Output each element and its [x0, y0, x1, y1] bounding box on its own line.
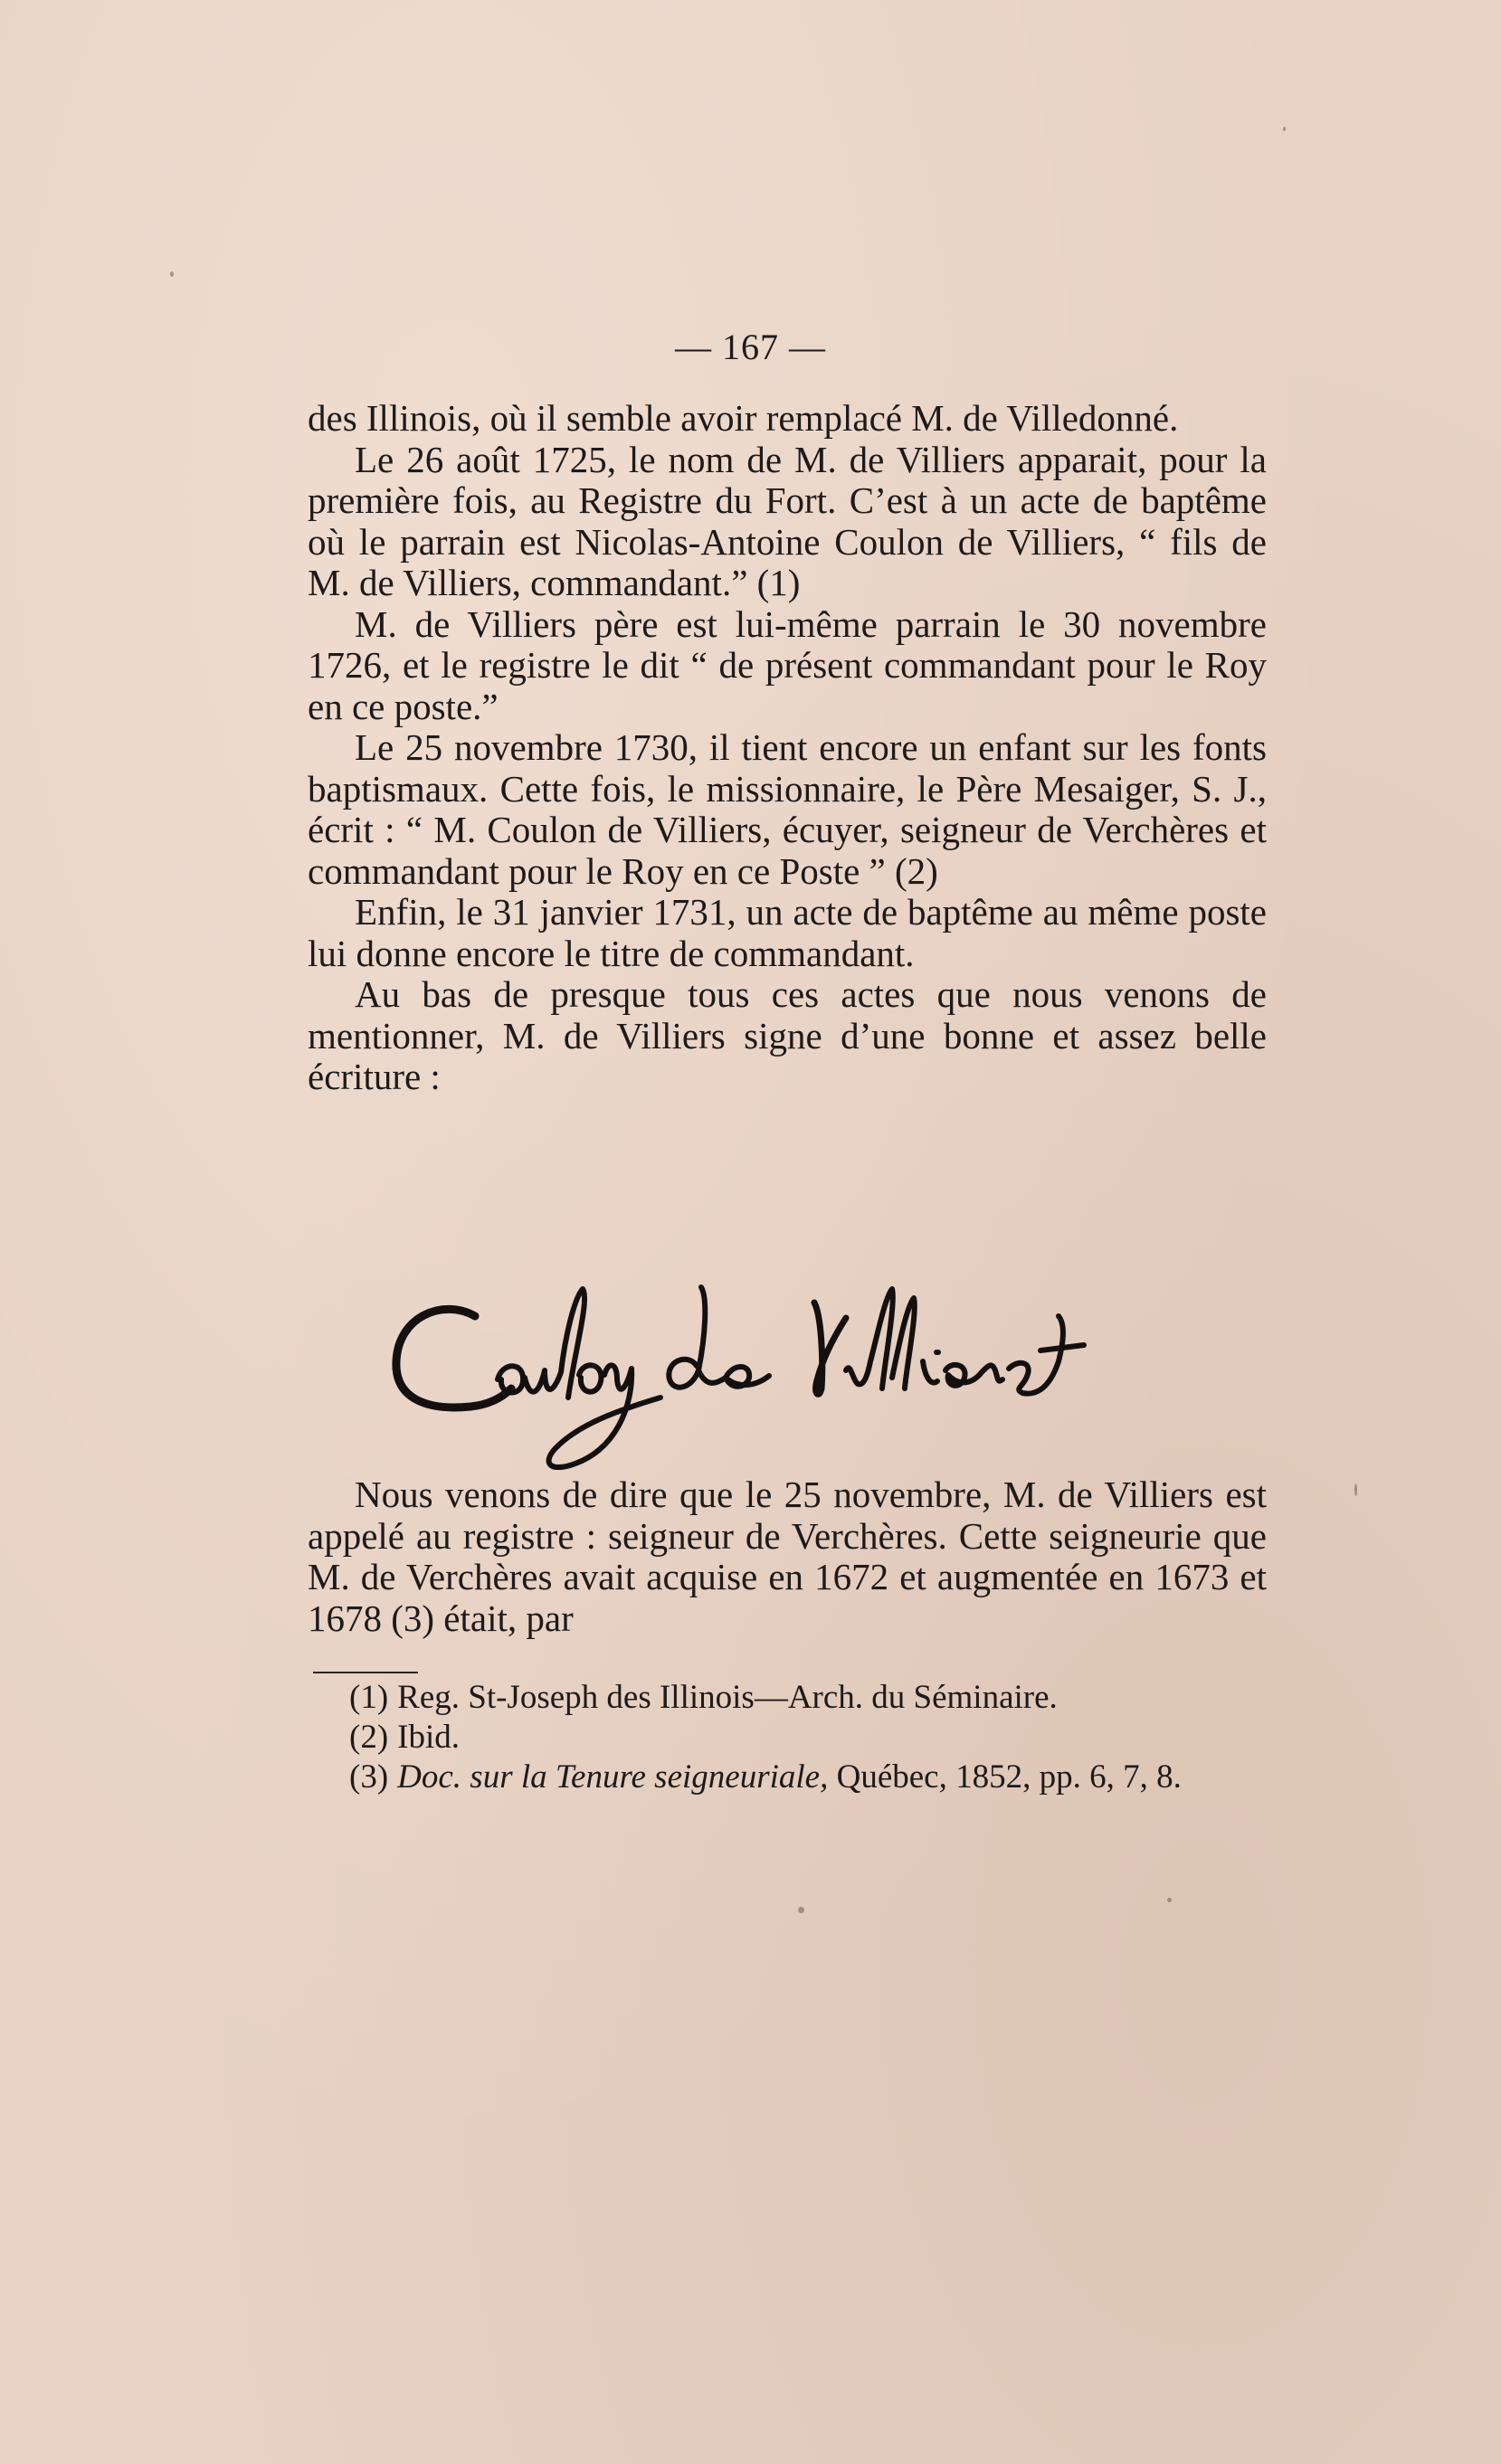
paragraph-7: Nous venons de dire que le 25 novembre, M. de Villiers est appelé au registre : seigneur de Verchères. Cette seigneurie que M. de Verchères avait acquise en 1672 et augmentée en 1673 et 1678 (3) était, par: [308, 1474, 1267, 1639]
paper-speck: [170, 271, 174, 277]
footnote-3: [308, 1758, 1267, 1797]
paragraph-4: Le 25 novembre 1730, il tient encore un enfant sur les fonts baptismaux. Cette fois, le missionnaire, le Père Mesaiger, S. J., écrit : “ M. Coulon de Villiers, écuyer, seigneur de Verchères et commandant pour le Roy en ce Poste ” (2): [308, 726, 1267, 892]
footnote-1: [308, 1678, 1267, 1718]
footnotes: [308, 1678, 1267, 1797]
footnote-2: [308, 1718, 1267, 1758]
paper-speck: [1283, 127, 1286, 131]
main-text-continued: [308, 1474, 1267, 1639]
paper-speck: [1167, 1898, 1172, 1902]
paragraph-3: M. de Villiers père est lui-même parrain le 30 novembre 1726, et le registre le dit “ de présent commandant pour le Roy en ce poste.”: [308, 602, 1267, 727]
paragraph-1: des Illinois, où il semble avoir remplacé M. de Villedonné.: [308, 397, 1179, 439]
footnote-mark: (1): [349, 1679, 389, 1716]
page-number: — 167 —: [675, 327, 826, 367]
paragraph-5: Enfin, le 31 janvier 1731, un acte de baptême au même poste lui donne encore le titre de commandant.: [308, 891, 1267, 974]
main-text: [308, 398, 1267, 1098]
footnote-text: Reg. St-Joseph des Illinois—Arch. du Séminaire.: [397, 1679, 1058, 1716]
footnote-divider: [313, 1672, 418, 1673]
footnote-mark: (3): [349, 1758, 389, 1796]
paper-speck: [1354, 1483, 1357, 1496]
footnote-mark: (2): [349, 1719, 389, 1756]
footnote-text: Ibid.: [397, 1719, 461, 1756]
handwritten-signature: [389, 1262, 1185, 1470]
paper-speck: [798, 1907, 804, 1913]
footnote-italic-title: Doc. sur la Tenure seigneuriale,: [397, 1758, 829, 1796]
paragraph-6: Au bas de presque tous ces actes que nous venons de mentionner, M. de Villiers signe d’une bonne et assez belle écriture :: [308, 973, 1267, 1097]
footnote-text: Québec, 1852, pp. 6, 7, 8.: [828, 1758, 1182, 1796]
paragraph-2: Le 26 août 1725, le nom de M. de Villiers apparait, pour la première fois, au Registre du Fort. C’est à un acte de baptême où le parrain est Nicolas-Antoine Coulon de Villiers, “ fils de M. de Villiers, commandant.” (1): [308, 438, 1267, 603]
